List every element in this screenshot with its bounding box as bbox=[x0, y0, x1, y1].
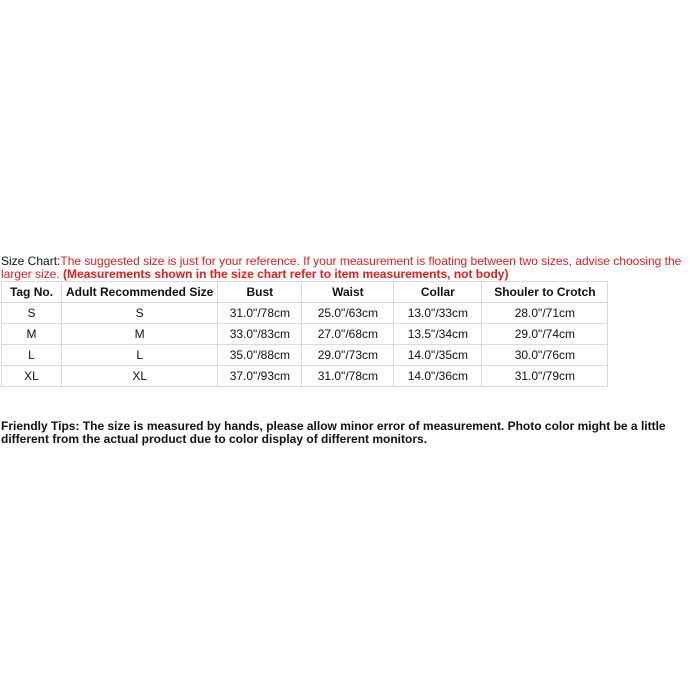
cell-recommended-size: M bbox=[62, 324, 218, 345]
cell-waist: 25.0"/63cm bbox=[302, 303, 394, 324]
cell-collar: 13.5"/34cm bbox=[394, 324, 482, 345]
cell-bust: 35.0"/88cm bbox=[218, 345, 302, 366]
cell-tag-no: S bbox=[2, 303, 62, 324]
column-header-recommended-size: Adult Recommended Size bbox=[62, 282, 218, 303]
cell-tag-no: L bbox=[2, 345, 62, 366]
cell-recommended-size: L bbox=[62, 345, 218, 366]
cell-recommended-size: XL bbox=[62, 366, 218, 387]
cell-shoulder-to-crotch: 29.0"/74cm bbox=[482, 324, 608, 345]
cell-collar: 13.0"/33cm bbox=[394, 303, 482, 324]
column-header-bust: Bust bbox=[218, 282, 302, 303]
cell-tag-no: XL bbox=[2, 366, 62, 387]
cell-shoulder-to-crotch: 30.0"/76cm bbox=[482, 345, 608, 366]
cell-bust: 33.0"/83cm bbox=[218, 324, 302, 345]
column-header-tag-no: Tag No. bbox=[2, 282, 62, 303]
size-chart-table bbox=[1, 281, 608, 387]
size-chart-label: Size Chart: bbox=[1, 254, 61, 268]
table-row bbox=[2, 324, 608, 345]
column-header-collar: Collar bbox=[394, 282, 482, 303]
cell-recommended-size: S bbox=[62, 303, 218, 324]
cell-tag-no: M bbox=[2, 324, 62, 345]
cell-collar: 14.0"/36cm bbox=[394, 366, 482, 387]
column-header-waist: Waist bbox=[302, 282, 394, 303]
cell-waist: 29.0"/73cm bbox=[302, 345, 394, 366]
friendly-tips: Friendly Tips: The size is measured by hands, please allow minor error of measurement. Photo color might be a little different from the actual product due to color display of different monitors. bbox=[1, 419, 666, 446]
cell-waist: 31.0"/78cm bbox=[302, 366, 394, 387]
cell-bust: 37.0"/93cm bbox=[218, 366, 302, 387]
table-row bbox=[2, 366, 608, 387]
cell-waist: 27.0"/68cm bbox=[302, 324, 394, 345]
column-header-shoulder-to-crotch: Shouler to Crotch bbox=[482, 282, 608, 303]
table-row bbox=[2, 303, 608, 324]
cell-shoulder-to-crotch: 31.0"/79cm bbox=[482, 366, 608, 387]
cell-bust: 31.0"/78cm bbox=[218, 303, 302, 324]
table-row bbox=[2, 345, 608, 366]
size-chart-note: The suggested size is just for your reference. If your measurement is floating between two sizes, advise choosing the larger size. bbox=[1, 254, 682, 281]
size-chart-emphasis: (Measurements shown in the size chart refer to item measurements, not body) bbox=[63, 267, 509, 281]
table-header-row bbox=[2, 282, 608, 303]
cell-shoulder-to-crotch: 28.0"/71cm bbox=[482, 303, 608, 324]
size-chart-intro bbox=[1, 255, 699, 281]
cell-collar: 14.0"/35cm bbox=[394, 345, 482, 366]
